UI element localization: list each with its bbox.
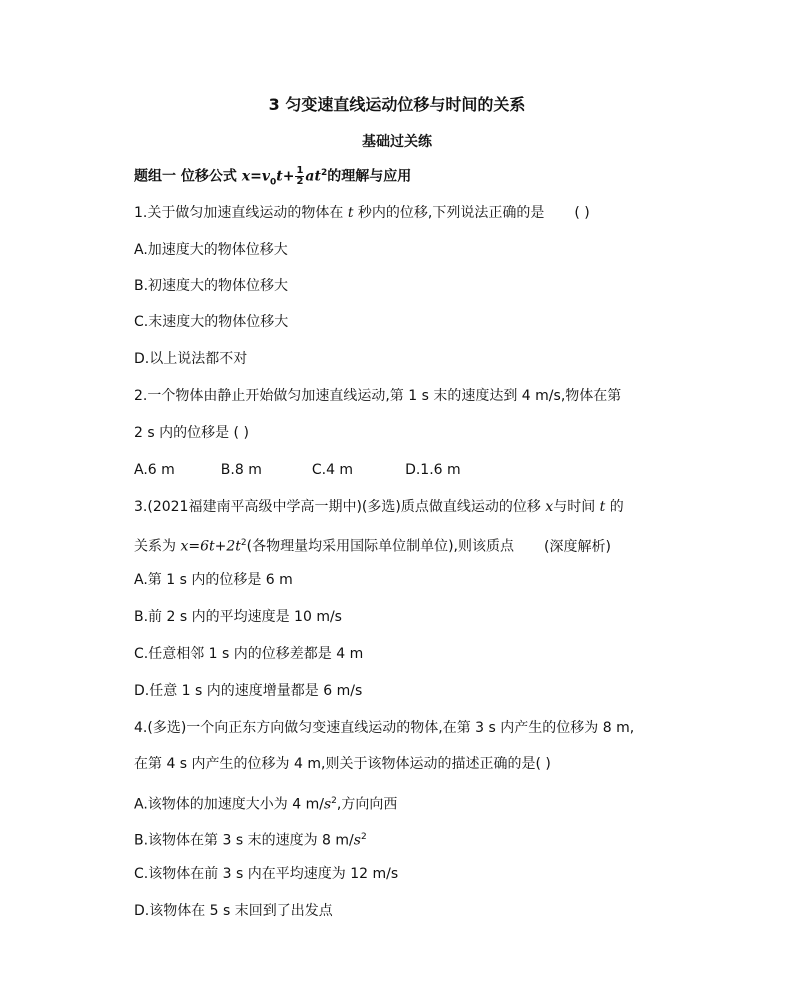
q1-answer-paren: ( ) (574, 205, 590, 221)
formula-v: v (261, 168, 270, 185)
q3-formula-sup: 2 (240, 538, 247, 548)
q2-stem-line2: 2 s 内的位移是 ( ) (134, 425, 249, 441)
q3-stem-line2 (134, 533, 611, 557)
group-heading (134, 163, 411, 192)
q3-option-d: D.任意 1 s 内的速度增量都是 6 m/s (134, 683, 363, 699)
q3-line1-c: 的 (605, 499, 624, 515)
q4-a-text: A.该物体的加速度大小为 4 m/ (134, 796, 324, 813)
frac-numerator: 1 (296, 165, 304, 177)
q4-option-d: D.该物体在 5 s 末回到了出发点 (134, 903, 333, 919)
q3-line1-b: 与时间 (553, 499, 600, 515)
q4-stem-line2: 在第 4 s 内产生的位移为 4 m,则关于该物体运动的描述正确的是( ) (134, 756, 551, 772)
q1-stem-b: 秒内的位移,下列说法正确的是 (353, 205, 545, 221)
q3-line2-a: 关系为 (134, 538, 181, 555)
group-suffix: 的理解与应用 (327, 168, 412, 185)
q3-stem-line1 (134, 497, 624, 517)
formula-t2: t (314, 168, 321, 185)
q1-option-a: A.加速度大的物体位移大 (134, 242, 288, 258)
q3-line2-b: (各物理量均采用国际单位制单位),则该质点 (246, 538, 514, 555)
q4-option-b (134, 827, 367, 851)
frac-denominator: 2 (296, 176, 304, 188)
q2-option-b: B.8 m (220, 462, 262, 478)
q4-option-c: C.该物体在前 3 s 内在平均速度为 12 m/s (134, 866, 399, 882)
q2-stem-line1: 2.一个物体由静止开始做匀加速直线运动,第 1 s 末的速度达到 4 m/s,物体在第 (134, 388, 622, 404)
q4-b-text: B.该物体在第 3 s 末的速度为 8 m/ (134, 832, 354, 849)
formula-a: a (305, 168, 315, 185)
q4-b-unit-s: s (353, 832, 361, 849)
q1-option-b: B.初速度大的物体位移大 (134, 278, 289, 294)
formula-fraction (295, 166, 304, 187)
formula-sub0: 0 (269, 177, 277, 188)
q4-option-a (134, 791, 397, 815)
q4-b-sup: 2 (360, 832, 367, 842)
formula-t: t (276, 168, 283, 185)
q3-formula: x=6t+2t (180, 538, 241, 555)
q3-line1-x: x (545, 499, 554, 515)
q1-stem-t: t (347, 205, 354, 221)
group-label: 题组一 位移公式 (134, 168, 242, 185)
q3-option-b: B.前 2 s 内的平均速度是 10 m/s (134, 609, 342, 625)
q1-option-d: D.以上说法都不对 (134, 351, 248, 367)
q4-a-tail: ,方向向西 (336, 796, 398, 813)
page-title: 3 匀变速直线运动位移与时间的关系 (268, 95, 526, 114)
q1-stem-a: 1.关于做匀加速直线运动的物体在 (134, 205, 348, 221)
q2-option-a: A.6 m (134, 462, 175, 478)
q2-option-c: C.4 m (311, 462, 354, 478)
q3-option-a: A.第 1 s 内的位移是 6 m (134, 572, 293, 588)
q2-option-d: D.1.6 m (405, 462, 461, 478)
q3-deep-analysis-tag: (深度解析) (544, 538, 611, 555)
formula-plus: + (282, 168, 295, 185)
q3-line1-a: 3.(2021福建南平高级中学高一期中)(多选)质点做直线运动的位移 (134, 499, 546, 515)
q2-options (134, 460, 461, 480)
question-1-stem (134, 203, 590, 223)
q3-option-c: C.任意相邻 1 s 内的位移差都是 4 m (134, 646, 364, 662)
q1-option-c: C.末速度大的物体位移大 (134, 314, 289, 330)
formula-sup2: 2 (320, 168, 328, 178)
q4-stem-line1: 4.(多选)一个向正东方向做匀变速直线运动的物体,在第 3 s 内产生的位移为 8 m, (134, 720, 635, 736)
formula-x: x (241, 168, 251, 185)
q3-line1-t: t (599, 499, 606, 515)
q4-a-sup: 2 (331, 796, 337, 806)
q4-a-unit-s: s (323, 796, 332, 813)
formula-eq: = (250, 168, 262, 185)
section-subtitle: 基础过关练 (362, 134, 432, 150)
